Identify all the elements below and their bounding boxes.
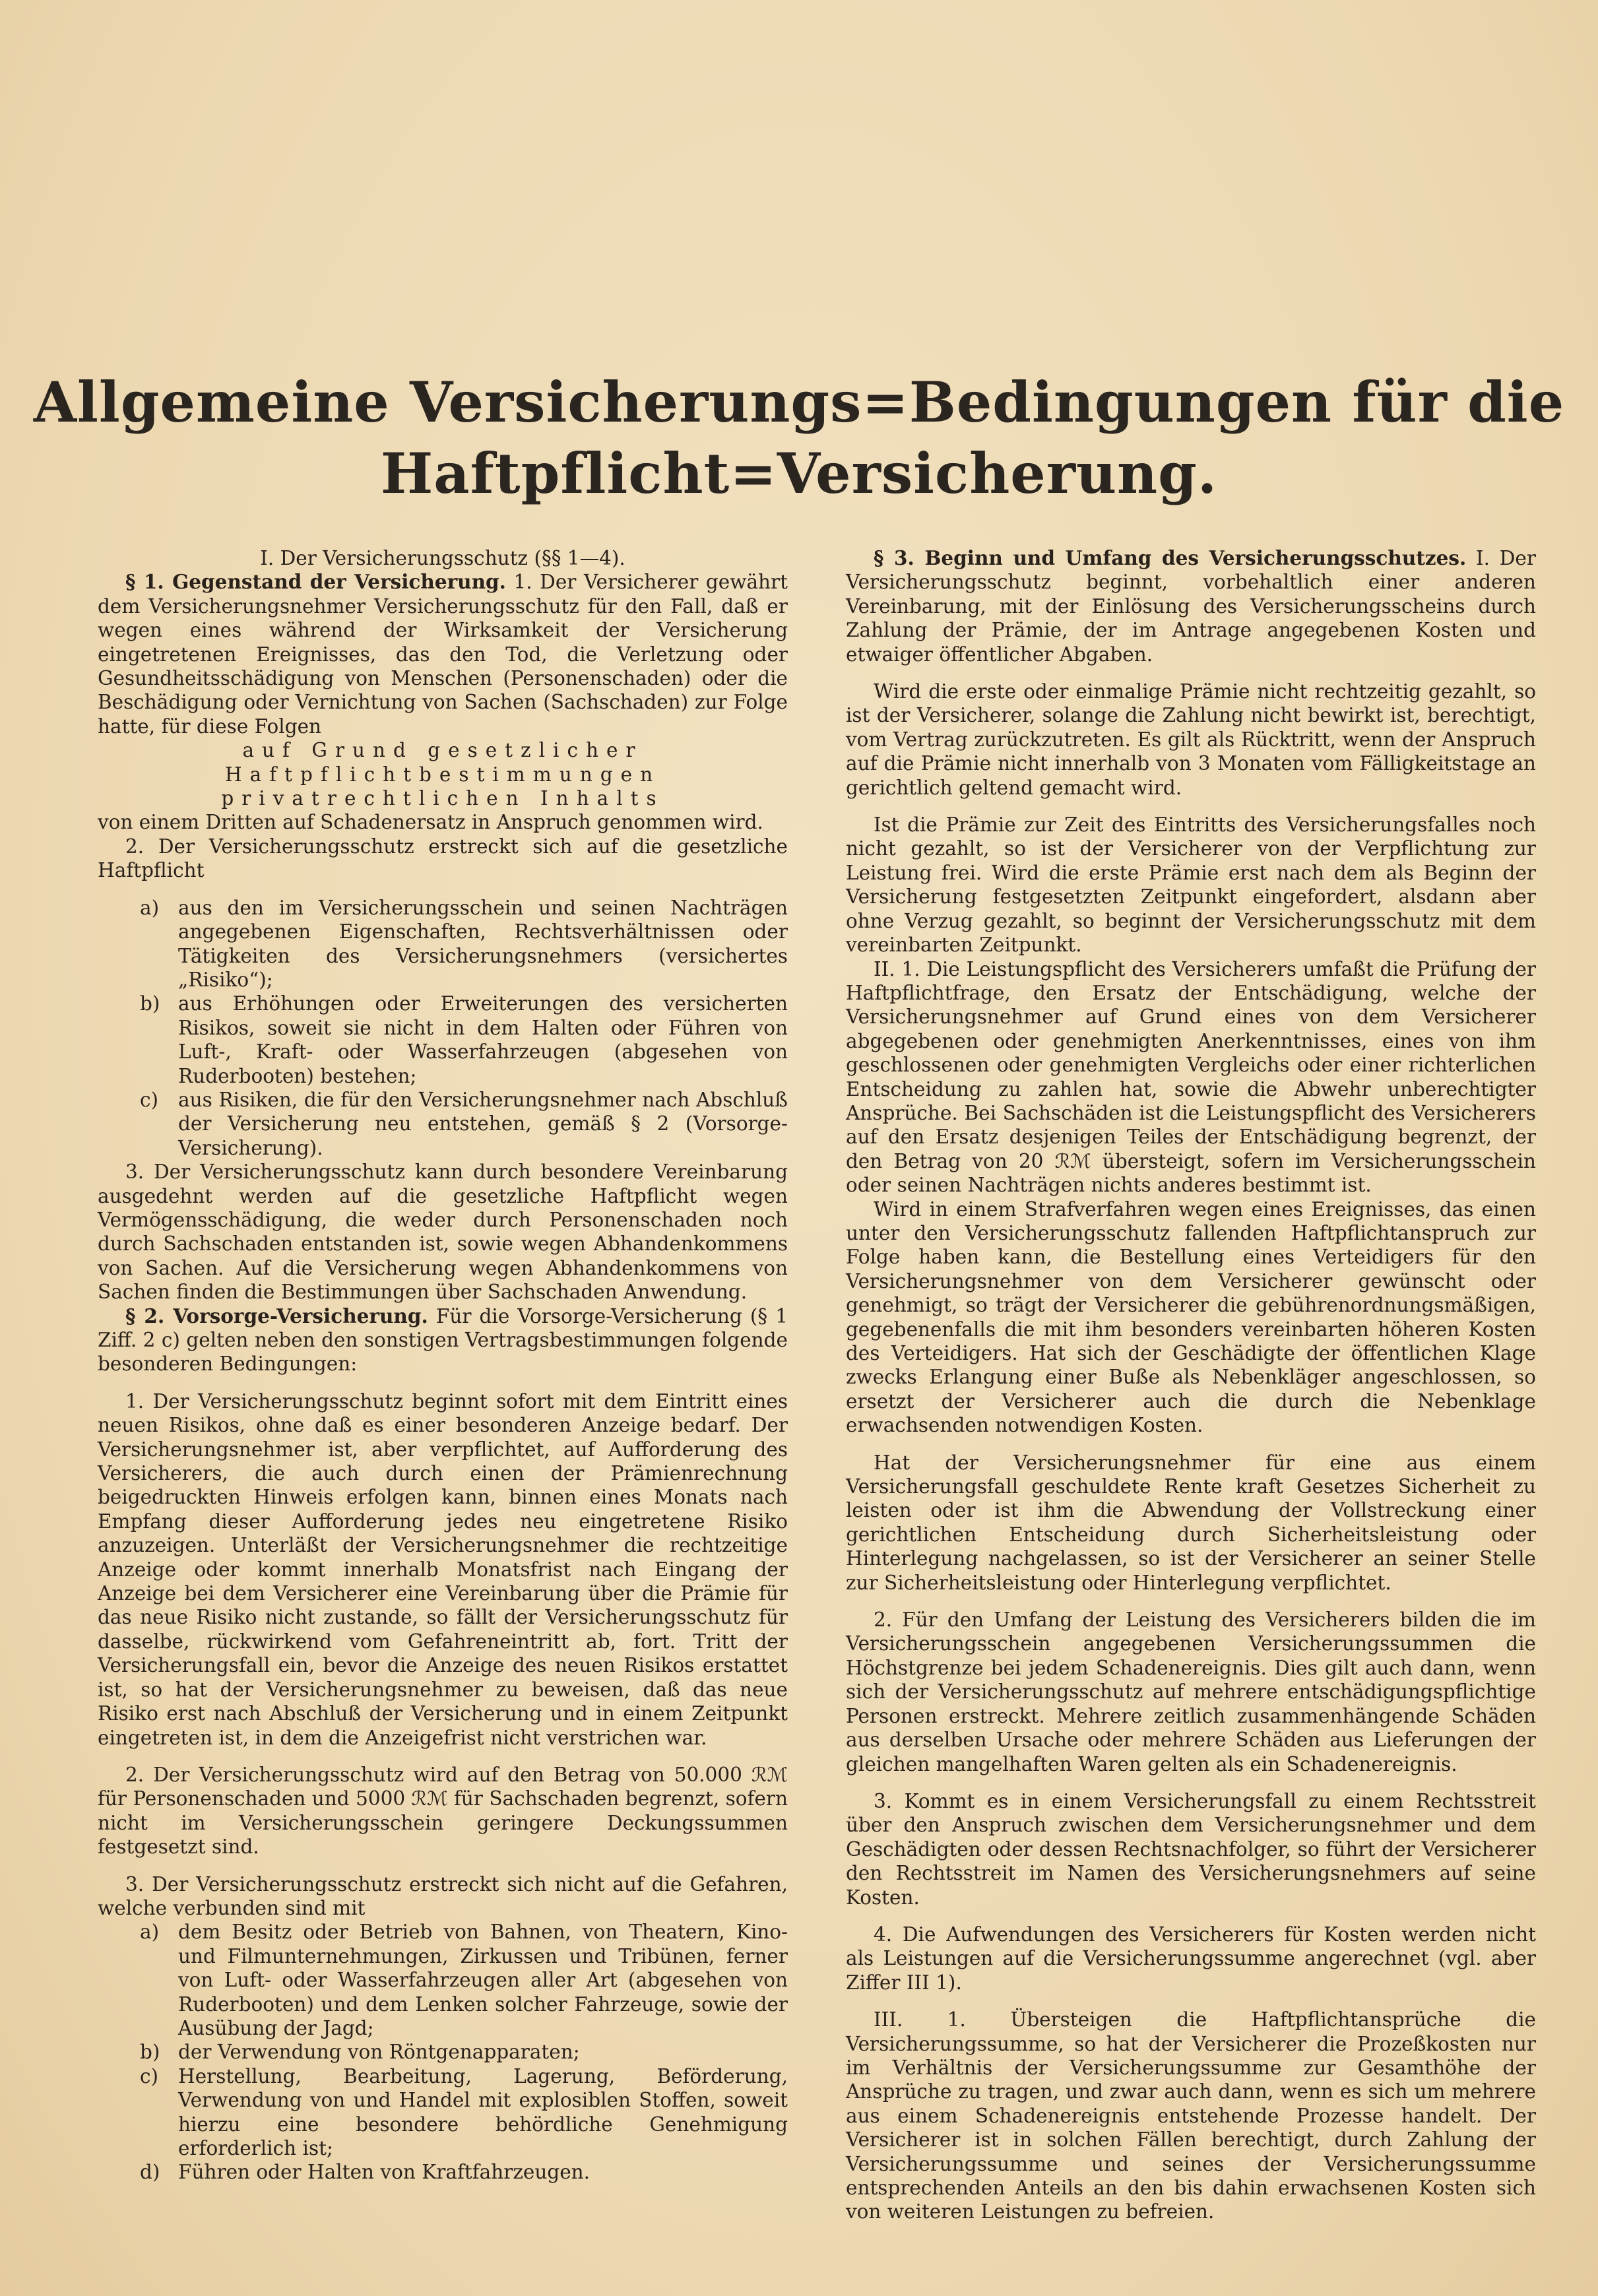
paragraph: 1. Der Versicherungsschutz beginnt sofort mit dem Eintritt eines neuen Risikos, ohne daß es einer besonderen Anzeige bedarf. Der Versicherungsnehmer ist, aber verpflichtet, auf Aufforderung des Versicherers, die auch durch einen der Prämienrechnung beigedruckten Hinweis erfolgen kann, binnen eines Monats nach Empfang dieser Aufforderung jedes neu eingetretene Risiko anzuzeigen. Unterläßt der Versicherungsnehmer die rechtzeitige Anzeige oder kommt innerhalb Monatsfrist nach Eingang der Anzeige bei dem Versicherer eine Vereinbarung über die Prämie für das neue Risiko nicht zustande, so fällt der Versicherungsschutz für dasselbe, rückwirkend vom Gefahreneintritt ab, fort. Tritt der Versicherungsfall ein, bevor die Anzeige des neuen Risikos erstattet ist, so hat der Versicherungsnehmer zu beweisen, daß das neue Risiko erst nach Abschluß der Versicherung und in einem Zeitpunkt eingetreten ist, in dem die Anzeigefrist nicht verstrichen war.	[98, 1389, 788, 1749]
right-column	[846, 546, 1536, 2224]
paragraph: Hat der Versicherungsnehmer für eine aus einem Versicherungsfall geschuldete Rente kraft Gesetzes Sicherheit zu leisten oder ist ihm die Abwendung der Vollstreckung einer gerichtlichen Entscheidung durch Sicherheitsleistung oder Hinterlegung nachgelassen, so ist der Versicherer an seiner Stelle zur Sicherheitsleistung oder Hinterlegung verpflichtet.	[846, 1451, 1536, 1594]
paragraph-heading: § 2. Vorsorge-Versicherung.	[125, 1304, 428, 1327]
list-items-7	[98, 1920, 788, 2184]
paragraph: Ist die Prämie zur Zeit des Eintritts des Versicherungsfalles noch nicht gezahlt, so ist der Versicherer von der Verpflichtung zur Leistung frei. Wird die erste Prämie erst nach dem als Beginn der Versicherung festgesetzten Zeitpunkt eingefordert, alsdann aber ohne Verzug gezahlt, so beginnt der Versicherungsschutz mit dem vereinbarten Zeitpunkt.	[846, 813, 1536, 957]
paragraph: III. 1. Übersteigen die Haftpflichtansprüche die Versicherungssumme, so hat der Versicherer die Prozeßkosten nur im Verhältnis der Versicherungssumme zur Gesamthöhe der Ansprüche zu tragen, und zwar auch dann, wenn es sich um mehrere aus einem Schadenereignis entstehende Prozesse handelt. Der Versicherer ist in solchen Fällen berechtigt, durch Zahlung der Versicherungssumme und seines der Versicherungssumme entsprechenden Anteils an den bis dahin erwachsenen Kosten sich von weiteren Leistungen zu befreien.	[846, 2008, 1536, 2223]
paragraph-heading: § 3. Beginn und Umfang des Versicherungsschutzes.	[874, 546, 1467, 569]
spaced-line: privatrechtlichen Inhalts	[221, 787, 664, 810]
paragraph: 3. Kommt es in einem Versicherungsfall zu einem Rechtsstreit über den Anspruch zwischen dem Versicherungsnehmer und dem Geschädigten oder dessen Rechtsnachfolger, so führt der Versicherer den Rechtsstreit im Namen des Versicherungsnehmers auf seine Kosten.	[846, 1789, 1536, 1909]
left-column	[98, 546, 788, 2184]
paragraph: Wird die erste oder einmalige Prämie nicht rechtzeitig gezahlt, so ist der Versicherer, solange die Zahlung nicht bewirkt ist, berechtigt, vom Vertrag zurückzutreten. Es gilt als Rücktritt, wenn der Anspruch auf die Prämie nicht innerhalb von 3 Monaten vom Fälligkeitstage an gerichtlich geltend gemacht wird.	[846, 680, 1536, 799]
paragraph-text: 1. Der Versicherer gewährt dem Versicherungsnehmer Versicherungsschutz für den Fall, daß er wegen eines während der Wirksamkeit der Versicherung eingetretenen Ereignisses, das den Tod, die Verletzung oder Gesundheitsschädigung von Menschen (Personenschaden) oder die Beschädigung oder Vernichtung von Sachen (Sachschaden) zur Folge hatte, für diese Folgen	[98, 571, 788, 738]
list-item: b) aus Erhöhungen oder Erweiterungen des versicherten Risikos, soweit sie nicht in dem Halten oder Führen von Luft-, Kraft- oder Wasserfahrzeugen (abgesehen von Ruderbooten) bestehen;	[140, 992, 788, 1087]
section-heading: I. Der Versicherungsschutz (§§ 1—4).	[260, 547, 625, 569]
list-item: a) dem Besitz oder Betrieb von Bahnen, von Theatern, Kino- und Filmunternehmungen, Zirkussen und Tribünen, ferner von Luft- oder Wasserfahrzeugen aller Art (abgesehen von Ruderbooten) und dem Lenken solcher Fahrzeuge, sowie der Ausübung der Jagd;	[140, 1921, 788, 2039]
document-title-line-1: Allgemeine Versicherungs=Bedingungen für die	[33, 369, 1565, 435]
list-items-2	[98, 896, 788, 1160]
paragraph-text: I. Der Versicherungsschutz beginnt, vorbehaltlich einer anderen Vereinbarung, mit der Einlösung des Versicherungsscheins durch Zahlung der Prämie, der im Antrage angegebenen Kosten und etwaiger öffentlicher Abgaben.	[846, 547, 1536, 666]
paragraph	[846, 546, 1536, 666]
paragraph: 2. Für den Umfang der Leistung des Versicherers bilden die im Versicherungsschein angegebenen Versicherungssummen die Höchstgrenze bei jedem Schadenereignis. Dies gilt auch dann, wenn sich der Versicherungsschutz auf mehrere entschädigungspflichtige Personen erstreckt. Mehrere zeitlich zusammenhängende Schäden aus derselben Ursache oder mehrere Schäden aus Lieferungen der gleichen mangelhaften Waren gelten als ein Schadenereignis.	[846, 1609, 1536, 1775]
paragraph-text: Für die Vorsorge-Versicherung (§ 1 Ziff. 2 c) gelten neben den sonstigen Vertragsbestimmungen folgende besonderen Bedingungen:	[98, 1304, 788, 1376]
paragraph: von einem Dritten auf Schadenersatz in Anspruch genommen wird.	[98, 811, 763, 834]
list-item: b) der Verwendung von Röntgenapparaten;	[140, 2041, 580, 2064]
list-item: a) aus den im Versicherungsschein und seinen Nachträgen angegebenen Eigenschaften, Rechtsverhältnissen oder Tätigkeiten des Versicherungsnehmers (versichertes „Risiko“);	[140, 896, 788, 991]
list-item: d) Führen oder Halten von Kraftfahrzeugen.	[140, 2161, 591, 2184]
spaced-line: auf Grund gesetzlicher Haftpflichtbestimmungen	[224, 739, 661, 786]
paragraph: 3. Der Versicherungsschutz kann durch besondere Vereinbarung ausgedehnt werden auf die gesetzliche Haftpflicht wegen Vermögensschädigung, die weder durch Personenschaden noch durch Sachschaden entstanden ist, sowie wegen Abhandenkommens von Sachen. Auf die Versicherung wegen Abhandenkommens von Sachen finden die Bestimmungen über Sachschaden Anwendung.	[98, 1161, 788, 1304]
paragraph: Wird in einem Strafverfahren wegen eines Ereignisses, das einen unter den Versicherungsschutz fallenden Haftpflichtanspruch zur Folge haben kann, die Bestellung eines Verteidigers für den Versicherungsnehmer von dem Versicherer gewünscht oder genehmigt, so trägt der Versicherer die gebührenordnungsmäßigen, gegebenenfalls die mit ihm besonders vereinbarten höheren Kosten des Verteidigers. Hat sich der Geschädigte der öffentlichen Klage zwecks Erlangung einer Buße als Nebenkläger angeschlossen, so ersetzt der Versicherer auch die durch die Nebenklage erwachsenden notwendigen Kosten.	[846, 1197, 1536, 1437]
paragraph	[98, 570, 788, 738]
paragraph: 2. Der Versicherungsschutz wird auf den Betrag von 50.000 ℛℳ für Personenschaden und 5000 ℛℳ für Sachschaden begrenzt, sofern nicht im Versicherungsschein geringere Deckungssummen festgesetzt sind.	[98, 1763, 788, 1859]
paragraph: II. 1. Die Leistungspflicht des Versicherers umfaßt die Prüfung der Haftpflichtfrage, den Ersatz der Entschädigung, welche der Versicherungsnehmer auf Grund eines von dem Versicherer abgegebenen oder genehmigten Anerkenntnisses, eines von ihm geschlossenen oder genehmigten Vergleichs oder einer richterlichen Entscheidung zu zahlen hat, sowie die Abwehr unberechtigter Ansprüche. Bei Sachschäden ist die Leistungspflicht des Versicherers auf den Ersatz desjenigen Teiles der Entschädigung begrenzt, der den Betrag von 20 ℛℳ übersteigt, sofern im Versicherungsschein oder seinen Nachträgen nichts anderes bestimmt ist.	[846, 957, 1536, 1197]
document-title-line-2: Haftpflicht=Versicherung.	[380, 441, 1218, 506]
paragraph: 3. Der Versicherungsschutz erstreckt sich nicht auf die Gefahren, welche verbunden sind mit	[98, 1872, 788, 1919]
list-item: c) aus Risiken, die für den Versicherungsnehmer nach Abschluß der Versicherung neu entstehen, gemäß § 2 (Vorsorge-Versicherung).	[140, 1088, 788, 1159]
paragraph: 4. Die Aufwendungen des Versicherers für Kosten werden nicht als Leistungen auf die Versicherungssumme angerechnet (vgl. aber Ziffer III 1).	[846, 1923, 1536, 1994]
paragraph	[98, 1304, 788, 1376]
paragraph-heading: § 1. Gegenstand der Versicherung.	[125, 570, 506, 594]
paragraph: 2. Der Versicherungsschutz erstreckt sich auf die gesetzliche Haftpflicht	[98, 835, 788, 882]
list-item: c) Herstellung, Bearbeitung, Lagerung, Beförderung, Verwendung von und Handel mit explosiblen Stoffen, soweit hierzu eine besondere behördliche Genehmigung erforderlich ist;	[140, 2064, 788, 2159]
